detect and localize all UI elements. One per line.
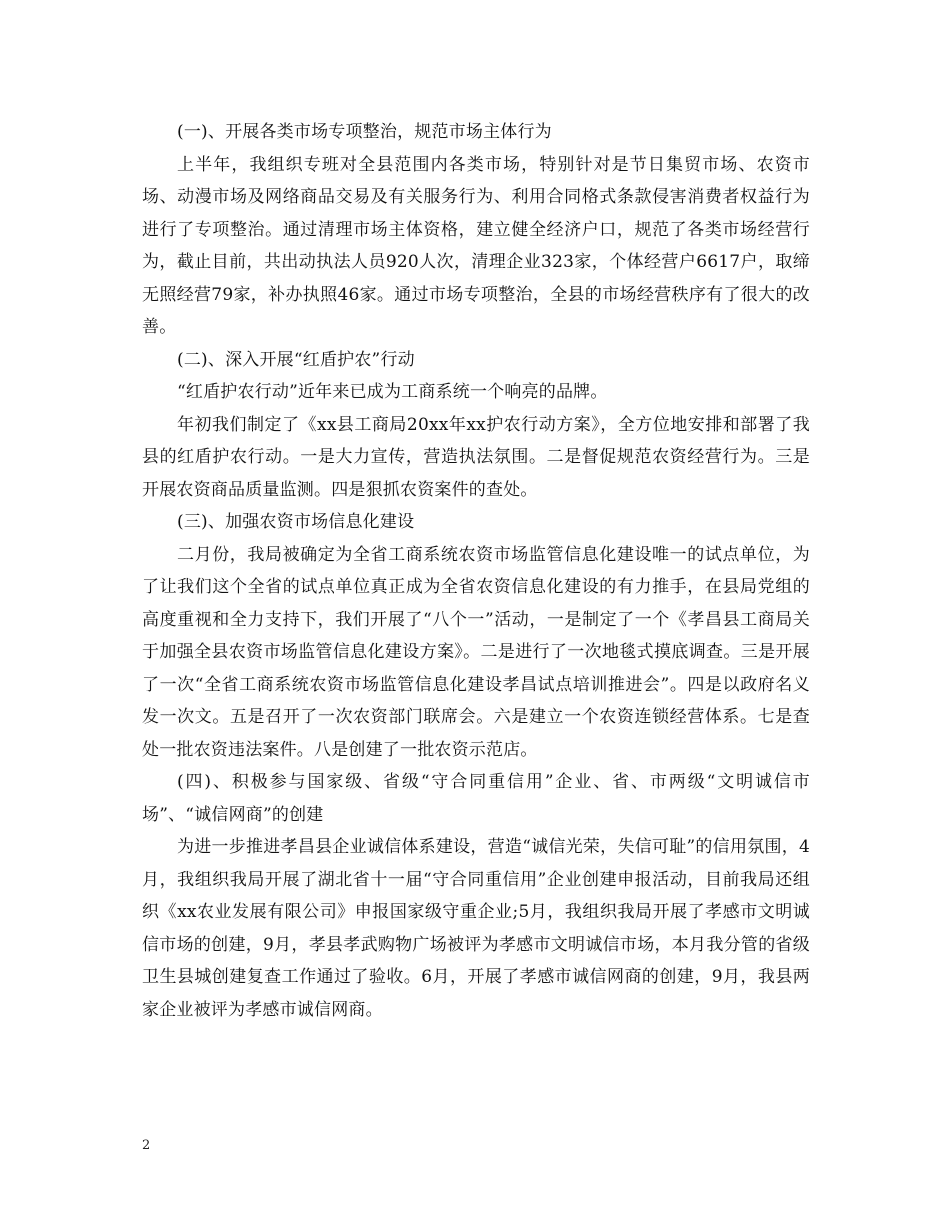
paragraph-credit-system: 为进一步推进孝昌县企业诚信体系建设，营造“诚信光荣，失信可耻”的信用氛围，4月，我组织我局开展了湖北省十一届“守合同重信用”企业创建申报活动，目前我局还组织《xx农业发展有限公司》申报国家级守重企业;5月，我组织我局开展了孝感市文明诚信市场的创建，9月，孝县孝武购物广场被评为孝感市文明诚信市场，本月我分管的省级卫生县城创建复查工作通过了验收。6月，开展了孝感市诚信网商的创建，9月，我县两家企业被评为孝感市诚信网商。 xyxy=(142,837,810,1020)
paragraph-market-rectification: 上半年，我组织专班对全县范围内各类市场，特别针对是节日集贸市场、农资市场、动漫市场及网络商品交易及有关服务行为、利用合同格式条款侵害消费者权益行为进行了专项整治。通过清理市场主体资格，建立健全经济户口，规范了各类市场经营行为，截止目前，共出动执法人员920人次，清理企业323家，个体经营户6617户，取缔无照经营79家，补办执照46家。通过市场专项整治，全县的市场经营秩序有了很大的改善。 xyxy=(142,154,810,337)
paragraph-red-shield-plan: 年初我们制定了《xx县工商局20xx年xx护农行动方案》，全方位地安排和部署了我县的红盾护农行动。一是大力宣传，营造执法氛围。二是督促规范农资经营行为。三是开展农资商品质量监测。四是狠抓农资案件的查处。 xyxy=(142,414,810,500)
section-heading-2: (二)、深入开展“红盾护农”行动 xyxy=(177,349,415,370)
paragraph-informatization: 二月份，我局被确定为全省工商系统农资市场监管信息化建设唯一的试点单位，为了让我们这个全省的试点单位真正成为全省农资信息化建设的有力推手，在县局党组的高度重视和全力支持下，我们开展了“八个一”活动，一是制定了一个《孝昌县工商局关于加强全县农资市场监管信息化建设方案》。二是进行了一次地毯式摸底调查。三是开展了一次“全省工商系统农资市场监管信息化建设孝昌试点培训推进会”。四是以政府名义发一次文。五是召开了一次农资部门联席会。六是建立一个农资连锁经营体系。七是查处一批农资违法案件。八是创建了一批农资示范店。 xyxy=(142,544,810,760)
section-heading-3: (三)、加强农资市场信息化建设 xyxy=(177,512,415,532)
page-number: 2 xyxy=(142,1138,151,1153)
paragraph-red-shield-brand: “红盾护农行动”近年来已成为工商系统一个响亮的品牌。 xyxy=(177,382,608,402)
section-heading-4: (四)、积极参与国家级、省级“守合同重信用”企业、省、市两级“文明诚信市场”、“诚信网商”的创建 xyxy=(142,772,810,825)
section-heading-1: (一)、开展各类市场专项整治，规范市场主体行为 xyxy=(177,122,552,142)
document-body xyxy=(142,116,810,1026)
